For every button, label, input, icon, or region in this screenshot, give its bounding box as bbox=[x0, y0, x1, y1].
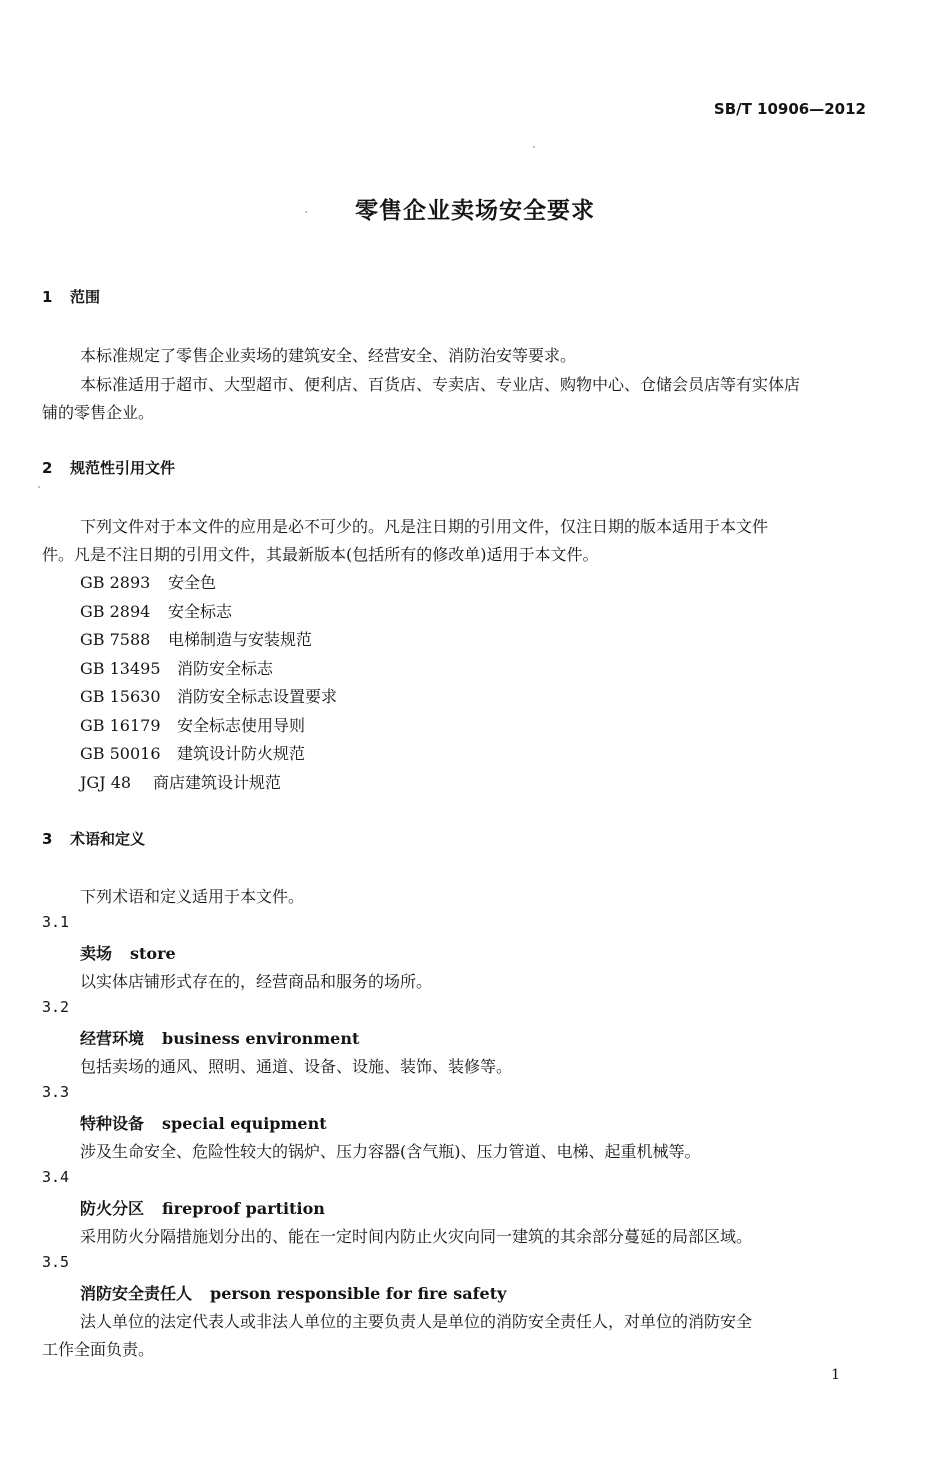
reference-title: 安全标志使用导则 bbox=[177, 716, 306, 735]
reference-title: 商店建筑设计规范 bbox=[153, 773, 282, 792]
section-1-heading bbox=[42, 286, 100, 307]
section-title: 术语和定义 bbox=[70, 830, 146, 848]
paragraph: 下列文件对于本文件的应用是必不可少的。凡是注日期的引用文件，仅注日期的版本适用于本文件 bbox=[80, 517, 769, 536]
scan-speck bbox=[305, 211, 307, 213]
reference-item bbox=[80, 713, 305, 736]
reference-item bbox=[80, 570, 216, 593]
term-definition: 以实体店铺形式存在的，经营商品和服务的场所。 bbox=[80, 972, 433, 991]
paragraph: 铺的零售企业。 bbox=[42, 403, 155, 422]
clause-number: 3.3 bbox=[42, 1083, 70, 1101]
clause-number: 3.1 bbox=[42, 913, 70, 931]
term-en: special equipment bbox=[162, 1114, 327, 1133]
clause-number: 3.4 bbox=[42, 1168, 70, 1186]
reference-code: GB 7588 bbox=[80, 630, 151, 649]
reference-item bbox=[80, 770, 281, 793]
term-en: person responsible for fire safety bbox=[210, 1284, 507, 1303]
reference-title: 消防安全标志 bbox=[177, 659, 274, 678]
section-number: 3 bbox=[42, 830, 53, 848]
reference-code: GB 15630 bbox=[80, 687, 161, 706]
term-en: business environment bbox=[162, 1029, 360, 1048]
paragraph: 下列术语和定义适用于本文件。 bbox=[80, 887, 305, 906]
reference-title: 安全标志 bbox=[168, 602, 233, 621]
document-title: 零售企业卖场安全要求 bbox=[355, 198, 595, 224]
scan-speck bbox=[533, 146, 535, 148]
term-zh: 防火分区 bbox=[80, 1199, 145, 1218]
term-definition: 法人单位的法定代表人或非法人单位的主要负责人是单位的消防安全责任人，对单位的消防安全 bbox=[80, 1312, 753, 1331]
term-definition: 包括卖场的通风、照明、通道、设备、设施、装饰、装修等。 bbox=[80, 1057, 513, 1076]
section-title: 范围 bbox=[70, 288, 101, 306]
reference-title: 建筑设计防火规范 bbox=[177, 744, 306, 763]
paragraph: 本标准规定了零售企业卖场的建筑安全、经营安全、消防治安等要求。 bbox=[80, 346, 577, 365]
term-en: fireproof partition bbox=[162, 1199, 325, 1218]
reference-item bbox=[80, 627, 312, 650]
reference-code: GB 2893 bbox=[80, 573, 151, 592]
term-heading bbox=[80, 1196, 325, 1219]
term-heading bbox=[80, 1281, 506, 1304]
section-title: 规范性引用文件 bbox=[70, 459, 176, 477]
section-number: 2 bbox=[42, 459, 53, 477]
paragraph: 件。凡是不注日期的引用文件，其最新版本(包括所有的修改单)适用于本文件。 bbox=[42, 545, 599, 564]
paragraph: 本标准适用于超市、大型超市、便利店、百货店、专卖店、专业店、购物中心、仓储会员店等有实体店 bbox=[80, 375, 801, 394]
clause-number: 3.2 bbox=[42, 998, 70, 1016]
reference-code: GB 50016 bbox=[80, 744, 161, 763]
section-3-heading bbox=[42, 828, 145, 849]
reference-code: GB 2894 bbox=[80, 602, 151, 621]
reference-title: 安全色 bbox=[168, 573, 217, 592]
term-definition: 工作全面负责。 bbox=[42, 1340, 155, 1359]
term-en: store bbox=[130, 944, 176, 963]
clause-number: 3.5 bbox=[42, 1253, 70, 1271]
term-zh: 经营环境 bbox=[80, 1029, 145, 1048]
standard-code: SB/T 10906—2012 bbox=[713, 100, 866, 118]
term-zh: 特种设备 bbox=[80, 1114, 145, 1133]
reference-item bbox=[80, 684, 337, 707]
reference-item bbox=[80, 656, 273, 679]
scan-speck bbox=[38, 486, 40, 488]
term-heading bbox=[80, 1111, 327, 1134]
term-zh: 消防安全责任人 bbox=[80, 1284, 193, 1303]
reference-code: GB 16179 bbox=[80, 716, 161, 735]
term-zh: 卖场 bbox=[80, 944, 113, 963]
reference-title: 电梯制造与安装规范 bbox=[168, 630, 313, 649]
reference-code: JGJ 48 bbox=[80, 773, 132, 792]
term-definition: 涉及生命安全、危险性较大的锅炉、压力容器(含气瓶)、压力管道、电梯、起重机械等。 bbox=[80, 1142, 701, 1161]
reference-item bbox=[80, 741, 305, 764]
page-number: 1 bbox=[831, 1367, 840, 1383]
reference-item bbox=[80, 599, 232, 622]
section-2-heading bbox=[42, 457, 175, 478]
term-heading bbox=[80, 1026, 359, 1049]
term-definition: 采用防火分隔措施划分出的、能在一定时间内防止火灾向同一建筑的其余部分蔓延的局部区域。 bbox=[80, 1227, 753, 1246]
section-number: 1 bbox=[42, 288, 53, 306]
term-heading bbox=[80, 941, 176, 964]
reference-title: 消防安全标志设置要求 bbox=[177, 687, 338, 706]
reference-code: GB 13495 bbox=[80, 659, 161, 678]
